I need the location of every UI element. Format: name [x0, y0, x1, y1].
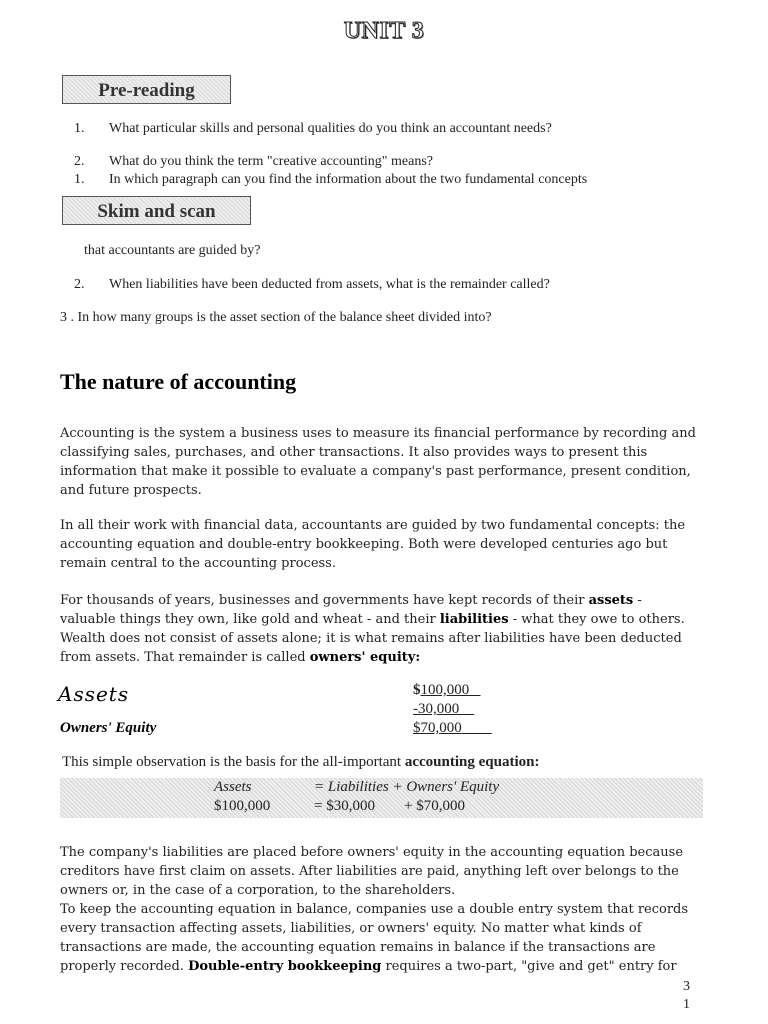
calc-owners-equity-value: $70,000	[413, 720, 462, 736]
term-assets: assets	[588, 593, 634, 608]
unit-title: UNIT 3	[343, 18, 425, 44]
question-text: When liabilities have been deducted from assets, what is the remainder called?	[109, 277, 550, 292]
calc-assets-label: Assets	[58, 682, 130, 706]
paragraph-2: In all their work with financial data, accountants are guided by two fundamental concepts: the accounting equation and double-entry bookkeeping. Both were developed centuries ago but remain central to the accounting process.	[60, 518, 686, 571]
term-accounting-equation: accounting equation:	[404, 754, 540, 770]
calc-assets-value: $100,000	[413, 682, 470, 698]
equation-rhs-header: = Liabilities + Owners' Equity	[314, 779, 500, 795]
question-number: 2.	[74, 277, 85, 292]
question-number: 2.	[74, 154, 85, 169]
question-text: In which paragraph can you find the information about the two fundamental concepts	[109, 172, 588, 187]
calc-liabilities-value: -30,000	[413, 701, 460, 717]
skim-question-3: 3 . In how many groups is the asset section of the balance sheet divided into?	[60, 310, 492, 325]
equation-assets-value: $100,000	[214, 798, 271, 814]
question-number: 1.	[74, 172, 85, 187]
skim-and-scan-label: Skim and scan	[62, 196, 251, 225]
paragraph-3: For thousands of years, businesses and governments have kept records of their assets - valuable things they own, like gold and wheat - and their liabilities - what they owe to others. Wealth does not consist of assets alone; it is what remains after liabilities have been deducted from assets. That remainder is called owners' equity:	[60, 593, 685, 665]
equation-assets-header: Assets	[214, 779, 252, 795]
page-number-digit-2: 1	[683, 997, 690, 1012]
term-owners-equity: owners' equity:	[309, 650, 421, 665]
article-title: The nature of accounting	[60, 369, 297, 394]
pre-reading-label: Pre-reading	[62, 75, 231, 104]
paragraph-4: The company's liabilities are placed before owners' equity in the accounting equation because creditors have first claim on assets. After liabilities are paid, anything left over belongs to the owners or, in the case of a corporation, to the shareholders.	[60, 845, 684, 898]
question-text: What do you think the term "creative accounting" means?	[109, 154, 433, 169]
equation-equity-value: + $70,000	[404, 798, 465, 814]
equation-liabilities-value: = $30,000	[314, 798, 375, 814]
observation-line: This simple observation is the basis for the all-important accounting equation:	[62, 754, 540, 770]
paragraph-1: Accounting is the system a business uses to measure its financial performance by recording and classifying sales, purchases, and other transactions. It also provides ways to present this information that make it possible to evaluate a company's past performance, present condition, and future prospects.	[60, 426, 696, 498]
paragraph-5: To keep the accounting equation in balance, companies use a double entry system that records every transaction affecting assets, liabilities, or owners' equity. No matter what kinds of transactions are made, the accounting equation remains in balance if the transactions are properly recorded. Double-entry bookkeeping requires a two-part, "give and get" entry for	[60, 902, 689, 974]
question-number: 1.	[74, 121, 85, 136]
question-text: What particular skills and personal qualities do you think an accountant needs?	[109, 121, 552, 136]
skim-question-1-continued: that accountants are guided by?	[84, 243, 261, 258]
term-double-entry: Double-entry bookkeeping	[188, 959, 382, 974]
term-liabilities: liabilities	[439, 612, 509, 627]
page-number-digit-1: 3	[683, 979, 690, 994]
calc-owners-equity-label: Owners' Equity	[60, 720, 157, 736]
accounting-equation-box	[60, 778, 703, 818]
